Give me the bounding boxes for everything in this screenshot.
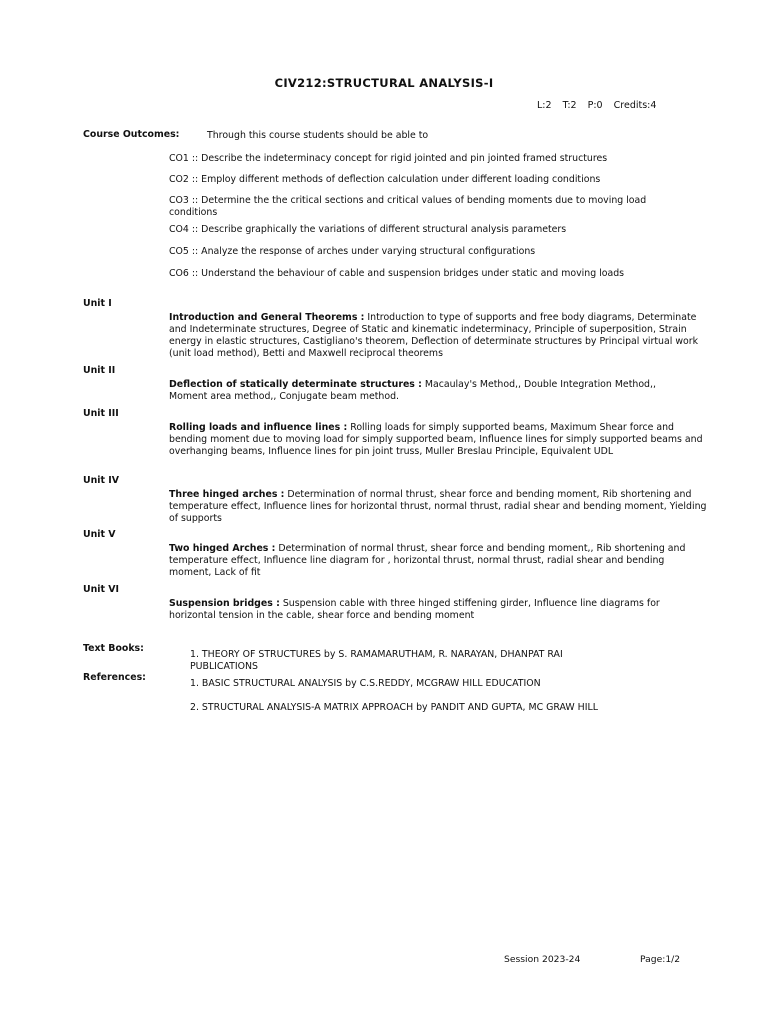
course-outcomes-intro: Through this course students should be able to xyxy=(207,130,429,141)
unit-heading: Introduction and General Theorems : xyxy=(169,312,365,323)
reference-item: 1. BASIC STRUCTURAL ANALYSIS by C.S.REDDY, MCGRAW HILL EDUCATION xyxy=(190,678,541,689)
text-book-item: 1. THEORY OF STRUCTURES by S. RAMAMARUTHAM, R. NARAYAN, DHANPAT RAI PUBLICATIONS xyxy=(190,649,563,672)
tutorial-hours: T:2 xyxy=(562,100,577,111)
unit-label: Unit I xyxy=(83,298,112,309)
unit-text: Determination of normal thrust, shear force and bending moment,, Rib shortening and temperature effect, Influence line diagram for , horizontal thrust, normal thrust, radial shear and bending moment, Lack of fit xyxy=(169,543,686,578)
unit-content xyxy=(169,543,709,579)
unit-text: Rolling loads for simply supported beams, Maximum Shear force and bending moment due to moving load for simply supported beam, Influence lines for simply supported beams and overhanging beams, Influence lines for pin joint truss, Muller Breslau Principle, Equivalent UDL xyxy=(169,422,703,457)
course-outcome-item: CO2 :: Employ different methods of deflection calculation under different loading conditions xyxy=(169,174,601,185)
unit-label: Unit V xyxy=(83,529,116,540)
unit-label: Unit III xyxy=(83,408,119,419)
unit-content xyxy=(169,489,709,525)
unit-text: Macaulay's Method,, Double Integration Method,, Moment area method,, Conjugate beam method. xyxy=(169,379,656,402)
unit-content xyxy=(169,422,709,458)
unit-content xyxy=(169,379,669,403)
unit-text: Determination of normal thrust, shear force and bending moment, Rib shortening and temperature effect, Influence lines for horizontal thrust, normal thrust, radial shear and bending moment, Yielding of supports xyxy=(169,489,707,524)
unit-heading: Deflection of statically determinate structures : xyxy=(169,379,422,390)
unit-heading: Three hinged arches : xyxy=(169,489,285,500)
course-outcome-item: CO3 :: Determine the the critical sections and critical values of bending moments due to moving load conditions xyxy=(169,195,647,218)
course-outcome-item: CO1 :: Describe the indeterminacy concept for rigid jointed and pin jointed framed structures xyxy=(169,153,608,164)
credits-line xyxy=(537,100,664,112)
unit-content xyxy=(169,598,709,622)
unit-heading: Suspension bridges : xyxy=(169,598,280,609)
credit-count: Credits:4 xyxy=(613,100,657,111)
course-outcomes-label: Course Outcomes: xyxy=(83,129,180,140)
lecture-hours: L:2 xyxy=(537,100,552,111)
unit-label: Unit IV xyxy=(83,475,119,486)
reference-item: 2. STRUCTURAL ANALYSIS-A MATRIX APPROACH by PANDIT AND GUPTA, MC GRAW HILL xyxy=(190,702,598,713)
unit-heading: Two hinged Arches : xyxy=(169,543,276,554)
course-outcome-item: CO4 :: Describe graphically the variations of different structural analysis parameters xyxy=(169,224,567,235)
unit-heading: Rolling loads and influence lines : xyxy=(169,422,348,433)
text-books-label: Text Books: xyxy=(83,643,144,654)
unit-text: Introduction to type of supports and free body diagrams, Determinate and Indeterminate structures, Degree of Static and kinematic indeterminacy, Principle of superposition, Strain energy in elastic structures, Castigliano's theorem, Deflection of determinate structures by Principal virtual work (unit load method), Betti and Maxwell reciprocal theorems xyxy=(169,312,699,359)
unit-label: Unit VI xyxy=(83,584,119,595)
references-label: References: xyxy=(83,672,146,683)
page-number: Page:1/2 xyxy=(640,954,681,965)
unit-text: Suspension cable with three hinged stiffening girder, Influence line diagrams for horizontal tension in the cable, shear force and bending moment xyxy=(169,598,660,621)
session-text: Session 2023-24 xyxy=(504,954,581,965)
practical-hours: P:0 xyxy=(587,100,603,111)
unit-label: Unit II xyxy=(83,365,116,376)
course-outcome-item: CO5 :: Analyze the response of arches under varying structural configurations xyxy=(169,246,536,257)
page-title: CIV212:STRUCTURAL ANALYSIS-I xyxy=(274,76,494,90)
unit-content xyxy=(169,312,709,360)
course-outcome-item: CO6 :: Understand the behaviour of cable and suspension bridges under static and moving loads xyxy=(169,268,625,279)
